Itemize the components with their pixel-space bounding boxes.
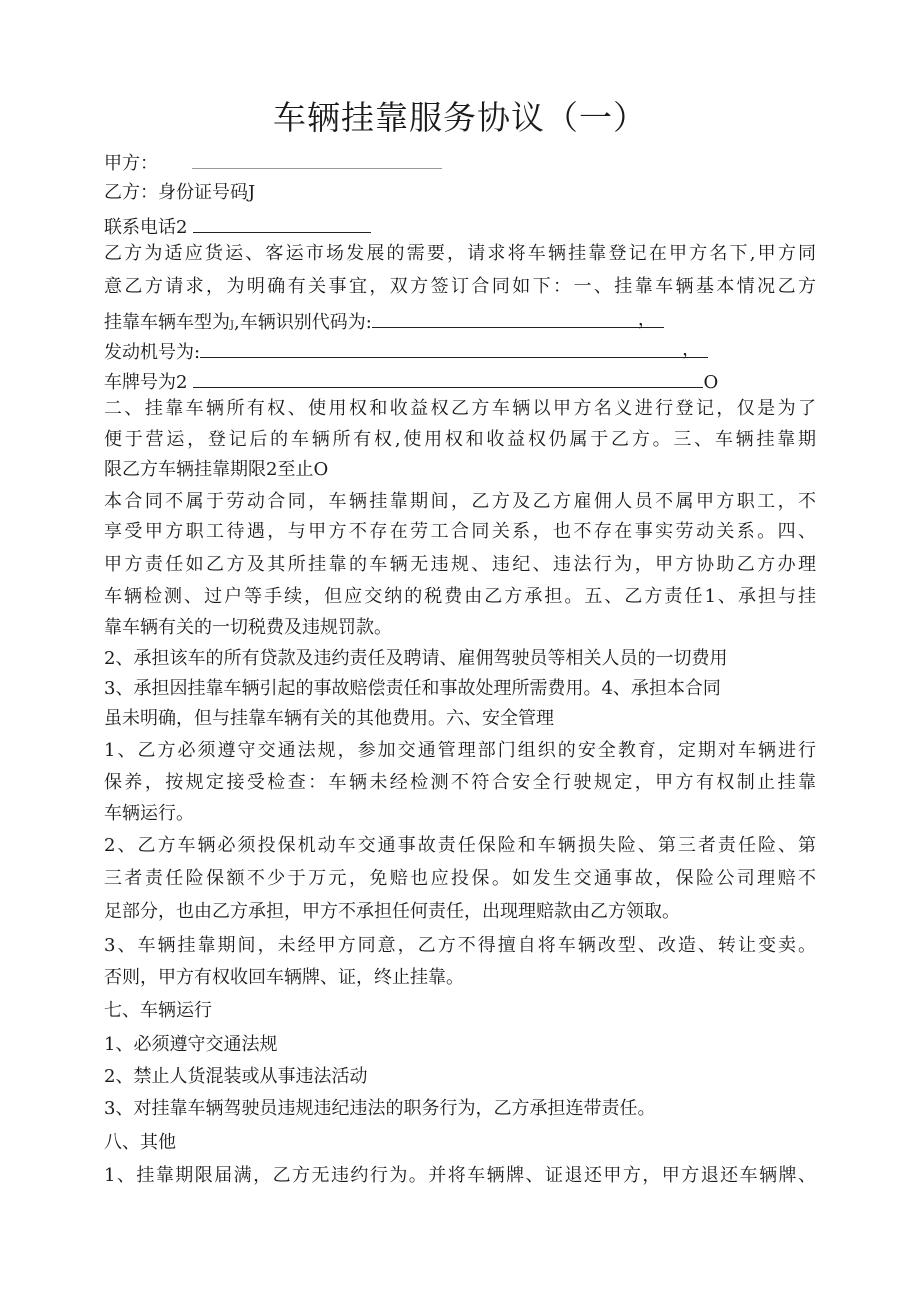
paragraph-line: 三者责任险保额不少于万元，免赔也应投保。如发生交通事故，保险公司理赔不 (104, 868, 816, 889)
paragraph-line: 1、乙方必须遵守交通法规，参加交通管理部门组织的安全教育，定期对车辆进行 (104, 740, 816, 761)
engine-number-label: 发动机号为: (104, 342, 201, 363)
party-a-label: 甲方： (104, 153, 158, 174)
party-a-line (104, 149, 816, 176)
paragraph-line: 靠车辆有关的一切税费及违规罚款。 (104, 617, 392, 638)
plate-number-blank (193, 368, 703, 388)
section-heading: 七、车辆运行 (104, 1000, 212, 1021)
plate-number-line (104, 368, 816, 395)
vehicle-model-line (104, 308, 816, 338)
engine-number-blank (200, 338, 708, 358)
vin-comma: ， (637, 309, 656, 330)
phone-line (104, 213, 816, 240)
paragraph-line: 1、必须遵守交通法规 (104, 1034, 278, 1055)
party-a-blank (192, 149, 442, 169)
party-b-line: 乙方：身份证号码J (104, 182, 256, 203)
phone-label: 联系电话2 (104, 217, 188, 238)
engine-number-comma: ， (682, 339, 701, 360)
paragraph-line: 保养，按规定接受检查：车辆未经检测不符合安全行驶规定，甲方有权制止挂靠 (104, 772, 816, 793)
paragraph-line: 二、挂靠车辆所有权、使用权和收益权乙方车辆以甲方名义进行登记，仅是为了 (104, 398, 816, 419)
vin-blank (372, 308, 664, 328)
plate-number-label: 车牌号为2 (104, 372, 188, 393)
paragraph-line: 便于营运，登记后的车辆所有权,使用权和收益权仍属于乙方。三、车辆挂靠期 (104, 429, 816, 450)
paragraph-line: 3、车辆挂靠期间，未经甲方同意，乙方不得擅自将车辆改型、改造、转让变卖。 (104, 935, 816, 956)
vehicle-model-label: 挂靠车辆车型为 (104, 312, 230, 333)
paragraph-line: 1、挂靠期限届满，乙方无违约行为。并将车辆牌、证退还甲方，甲方退还车辆牌、 (104, 1165, 816, 1186)
paragraph-line: 虽未明确，但与挂靠车辆有关的其他费用。六、安全管理 (104, 708, 554, 729)
paragraph-line: 享受甲方职工待遇，与甲方不存在劳工合同关系，也不存在事实劳动关系。四、 (104, 521, 816, 542)
engine-number-line (104, 338, 816, 365)
paragraph-line: 3、承担因挂靠车辆引起的事故赔偿责任和事故处理所需费用。4、承担本合同 (104, 678, 721, 699)
paragraph-line: 意乙方请求，为明确有关事宜，双方签订合同如下：一、挂靠车辆基本情况乙方 (104, 276, 816, 297)
vin-label: ,车辆识别代码为: (234, 312, 372, 333)
paragraph-line: 否则，甲方有权收回车辆牌、证，终止挂靠。 (104, 967, 464, 988)
vehicle-model-mark: J (230, 320, 235, 331)
plate-number-end: O (703, 372, 719, 393)
paragraph-line: 2、承担该车的所有贷款及违约责任及聘请、雇佣驾驶员等相关人员的一切费用 (104, 648, 728, 669)
document-title: 车辆挂靠服务协议（一） (273, 98, 647, 137)
paragraph-line: 车辆运行。 (104, 803, 194, 824)
paragraph-line: 本合同不属于劳动合同，车辆挂靠期间，乙方及乙方雇佣人员不属甲方职工，不 (104, 491, 816, 512)
paragraph-line: 甲方责任如乙方及其所挂靠的车辆无违规、违纪、违法行为，甲方协助乙方办理 (104, 554, 816, 575)
paragraph-line: 乙方为适应货运、客运市场发展的需要，请求将车辆挂靠登记在甲方名下,甲方同 (104, 243, 816, 264)
paragraph-line: 车辆检测、过户等手续，但应交纳的税费由乙方承担。五、乙方责任1、承担与挂 (104, 586, 816, 607)
paragraph-line: 2、禁止人货混装或从事违法活动 (104, 1066, 368, 1087)
paragraph-line: 足部分，也由乙方承担，甲方不承担任何责任，出现理赔款由乙方领取。 (104, 901, 680, 922)
paragraph-line: 2、乙方车辆必须投保机动车交通事故责任保险和车辆损失险、第三者责任险、第 (104, 835, 816, 856)
section-heading: 八、其他 (104, 1132, 176, 1153)
phone-blank (193, 213, 371, 233)
paragraph-line: 限乙方车辆挂靠期限2至止O (104, 459, 329, 480)
paragraph-line: 3、对挂靠车辆驾驶员违规违纪违法的职务行为，乙方承担连带责任。 (104, 1098, 656, 1119)
